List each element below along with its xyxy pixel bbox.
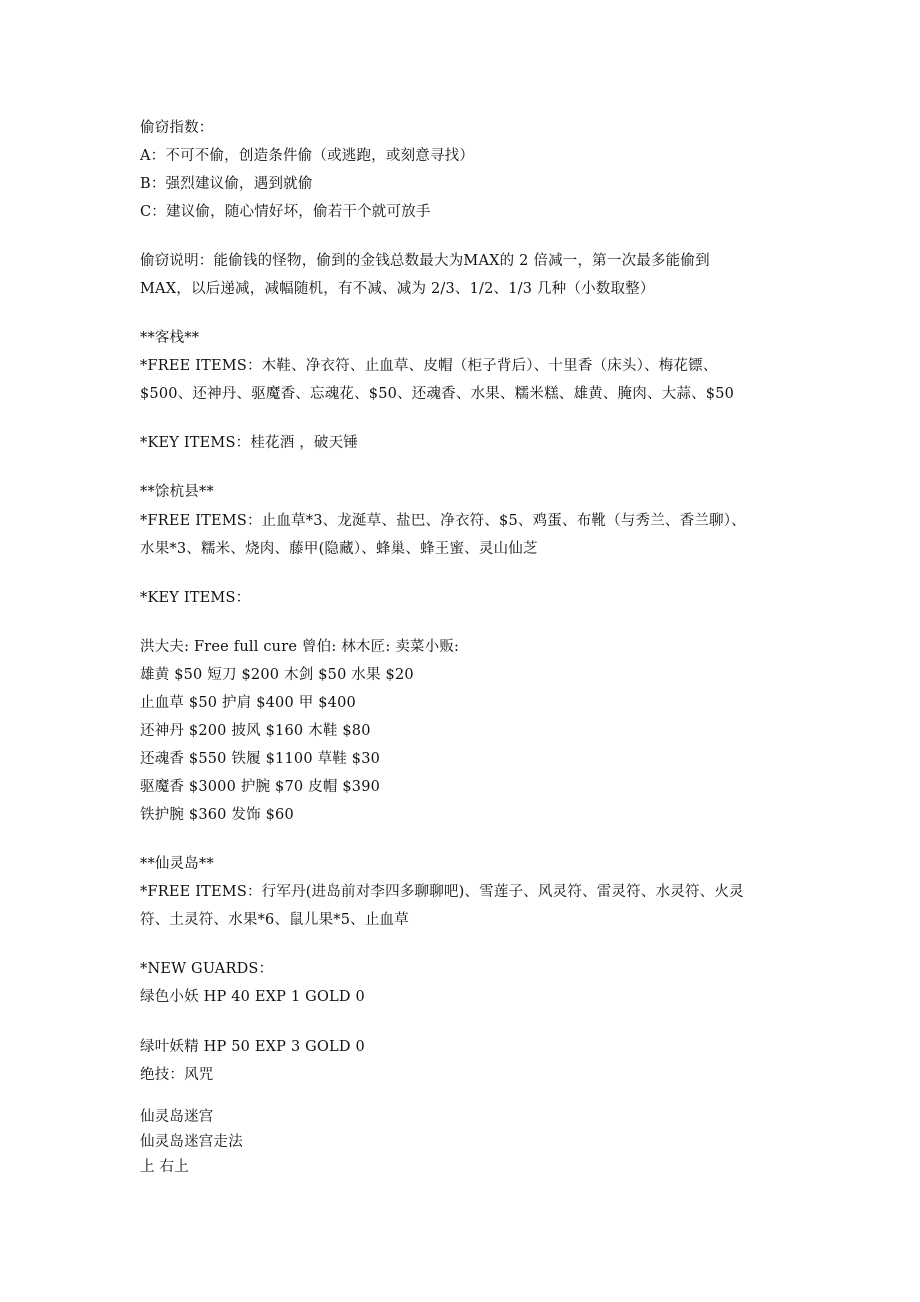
text-line: $500、还神丹、驱魔香、忘魂花、$50、还魂香、水果、糯米糕、雄黄、腌肉、大蒜、$50 (140, 386, 735, 402)
text-line: 还魂香 $550 铁履 $1100 草鞋 $30 (140, 751, 381, 767)
text-line: A：不可不偷，创造条件偷（或逃跑，或刻意寻找） (140, 148, 475, 164)
text-line: 还神丹 $200 披风 $160 木鞋 $80 (140, 723, 371, 739)
text-line: 驱魔香 $3000 护腕 $70 皮帽 $390 (140, 779, 381, 795)
text-line: 绝技：风咒 (140, 1067, 214, 1083)
text-line: *KEY ITEMS： (140, 590, 251, 606)
text-line: *NEW GUARDS： (140, 961, 274, 977)
text-line: MAX，以后递减，减幅随机，有不减、减为 2/3、1/2、1/3 几种（小数取整） (140, 281, 655, 297)
text-line: B：强烈建议偷，遇到就偷 (140, 176, 313, 192)
text-line: *KEY ITEMS：桂花酒 ，破天锤 (140, 435, 359, 451)
text-line: *FREE ITEMS：木鞋、净衣符、止血草、皮帽（柜子背后）、十里香（床头）、梅花镖、 (140, 358, 718, 374)
text-line: 止血草 $50 护肩 $400 甲 $400 (140, 695, 356, 711)
text-line: 雄黄 $50 短刀 $200 木剑 $50 水果 $20 (140, 667, 414, 683)
section-heading: **馀杭县** (140, 484, 214, 500)
text-line: *FREE ITEMS：止血草*3、龙涎草、盐巴、净衣符、$5、鸡蛋、布靴（与秀兰、香兰聊）、 (140, 513, 746, 529)
text-line: 上 右上 (140, 1159, 189, 1175)
section-heading: **客栈** (140, 330, 200, 346)
text-line: 仙灵岛迷宫 (140, 1109, 214, 1125)
text-line: 铁护腕 $360 发饰 $60 (140, 807, 294, 823)
text-line: 符、土灵符、水果*6、鼠儿果*5、止血草 (140, 912, 409, 928)
text-line: 洪大夫: Free full cure 曾伯: 林木匠: 卖菜小贩: (140, 639, 460, 655)
text-line: 仙灵岛迷宫走法 (140, 1134, 243, 1150)
text-line: 偷窃指数： (140, 120, 214, 136)
text-line: *FREE ITEMS：行军丹(进岛前对李四多聊聊吧)、雪莲子、风灵符、雷灵符、水灵符、火灵 (140, 884, 744, 900)
section-heading: **仙灵岛** (140, 856, 214, 872)
text-line: 绿叶妖精 HP 50 EXP 3 GOLD 0 (140, 1039, 365, 1055)
text-line: 水果*3、糯米、烧肉、藤甲(隐藏）、蜂巢、蜂王蜜、灵山仙芝 (140, 541, 538, 557)
text-line: 偷窃说明：能偷钱的怪物，偷到的金钱总数最大为MAX的 2 倍减一，第一次最多能偷到 (140, 253, 710, 269)
text-line: 绿色小妖 HP 40 EXP 1 GOLD 0 (140, 989, 365, 1005)
text-line: C：建议偷，随心情好坏，偷若干个就可放手 (140, 204, 431, 220)
